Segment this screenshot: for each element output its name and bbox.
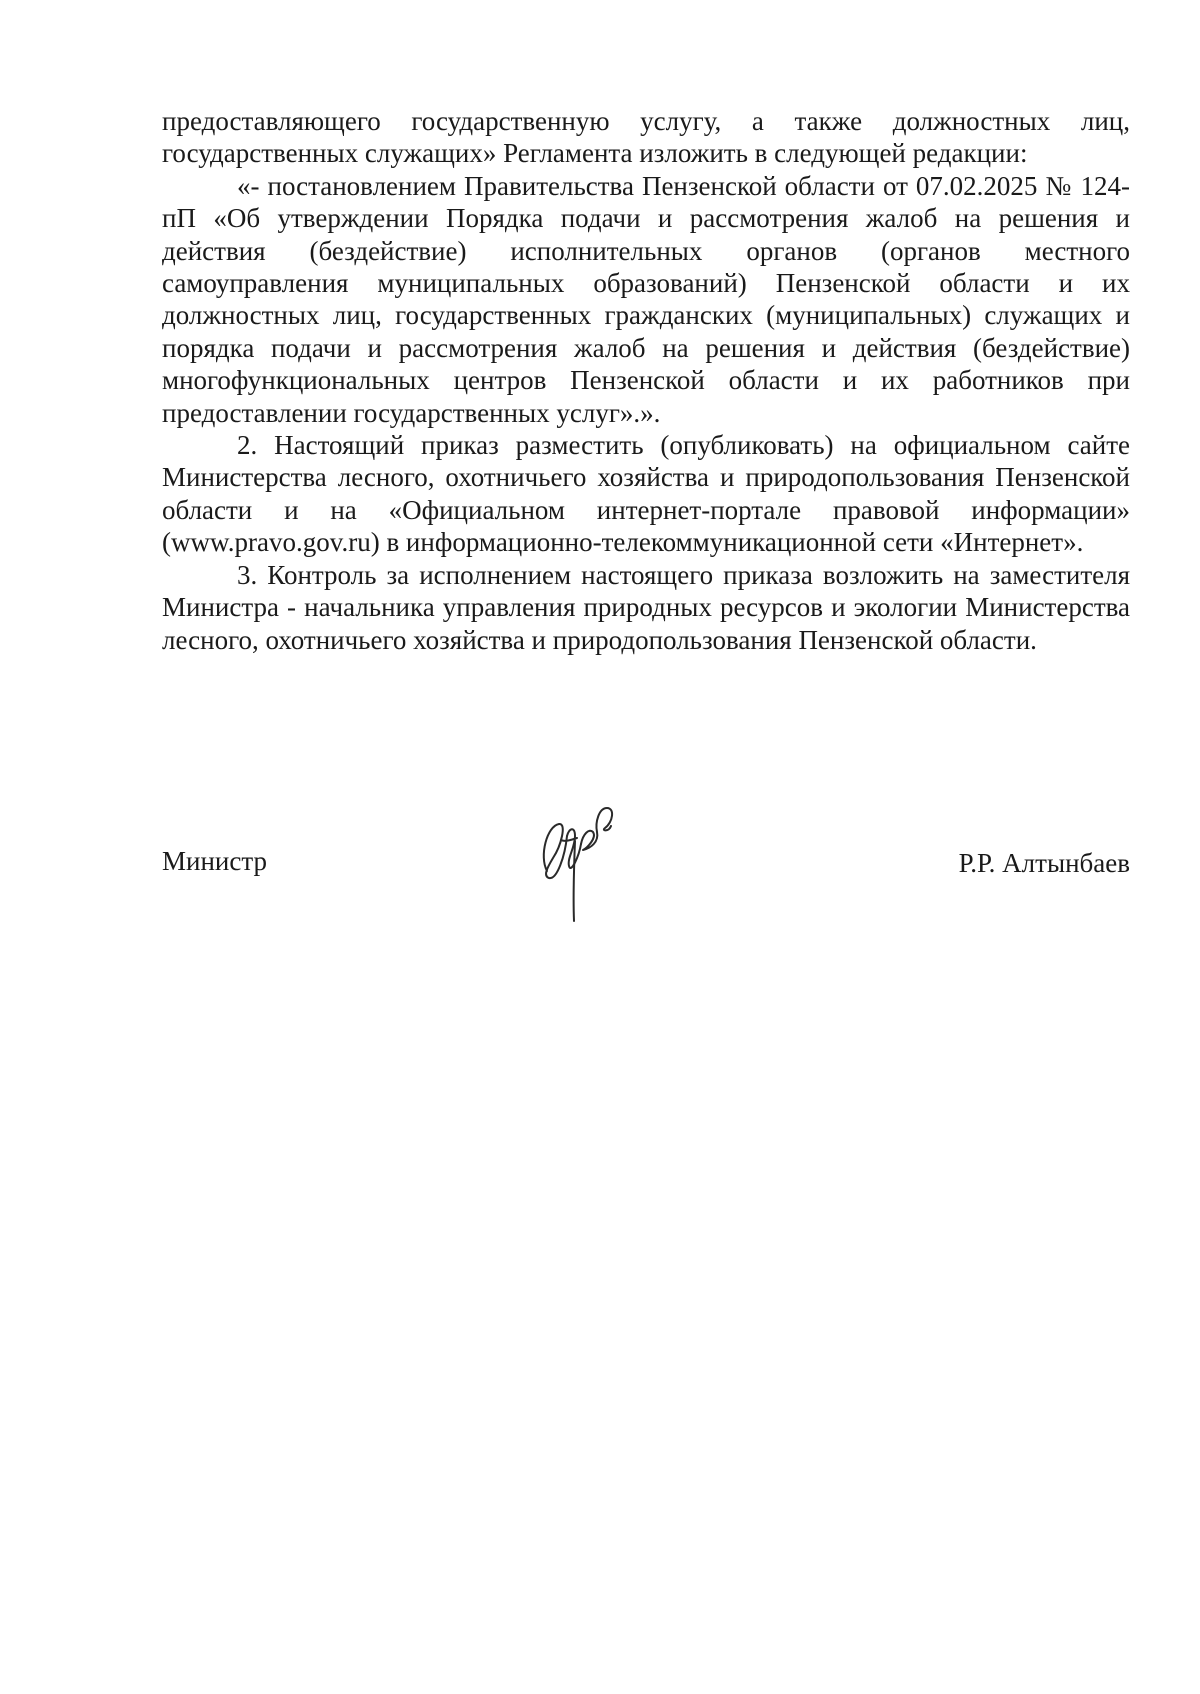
paragraph-regulation-continuation: предоставляющего государственную услугу, а также должностных лиц, государственных служащих» Регламента изложить в следующей редакции: (162, 106, 1130, 169)
signatory-name: Р.Р. Алтынбаев (958, 848, 1130, 878)
paragraph-regulation-quote: «- постановлением Правительства Пензенской области от 07.02.2025 № 124-пП «Об утверждении Порядка подачи и рассмотрения жалоб на решения и действия (бездействие) исполнительных органов (органов местного самоуправления муниципальных образований) Пензенской области и их должностных лиц, государственных гражданских (муниципальных) служащих и порядка подачи и рассмотрения жалоб на решения и действия (бездействие) многофункциональных центров Пензенской области и их работников при предоставлении государственных услуг».». (162, 170, 1130, 428)
document-body (162, 105, 1130, 656)
signature-block (162, 796, 1130, 936)
paragraph-item-2: 2. Настоящий приказ разместить (опубликовать) на официальном сайте Министерства лесного, охотничьего хозяйства и природопользования Пензенской области и на «Официальном интернет-портале правовой информации» (www.pravo.gov.ru) в информационно-телекоммуникационной сети «Интернет». (162, 430, 1130, 558)
handwritten-signature (517, 796, 637, 926)
signatory-position: Министр (162, 846, 267, 876)
paragraph-item-3: 3. Контроль за исполнением настоящего приказа возложить на заместителя Министра - начальника управления природных ресурсов и экологии Министерства лесного, охотничьего хозяйства и природопользования Пензенской области. (162, 559, 1130, 655)
